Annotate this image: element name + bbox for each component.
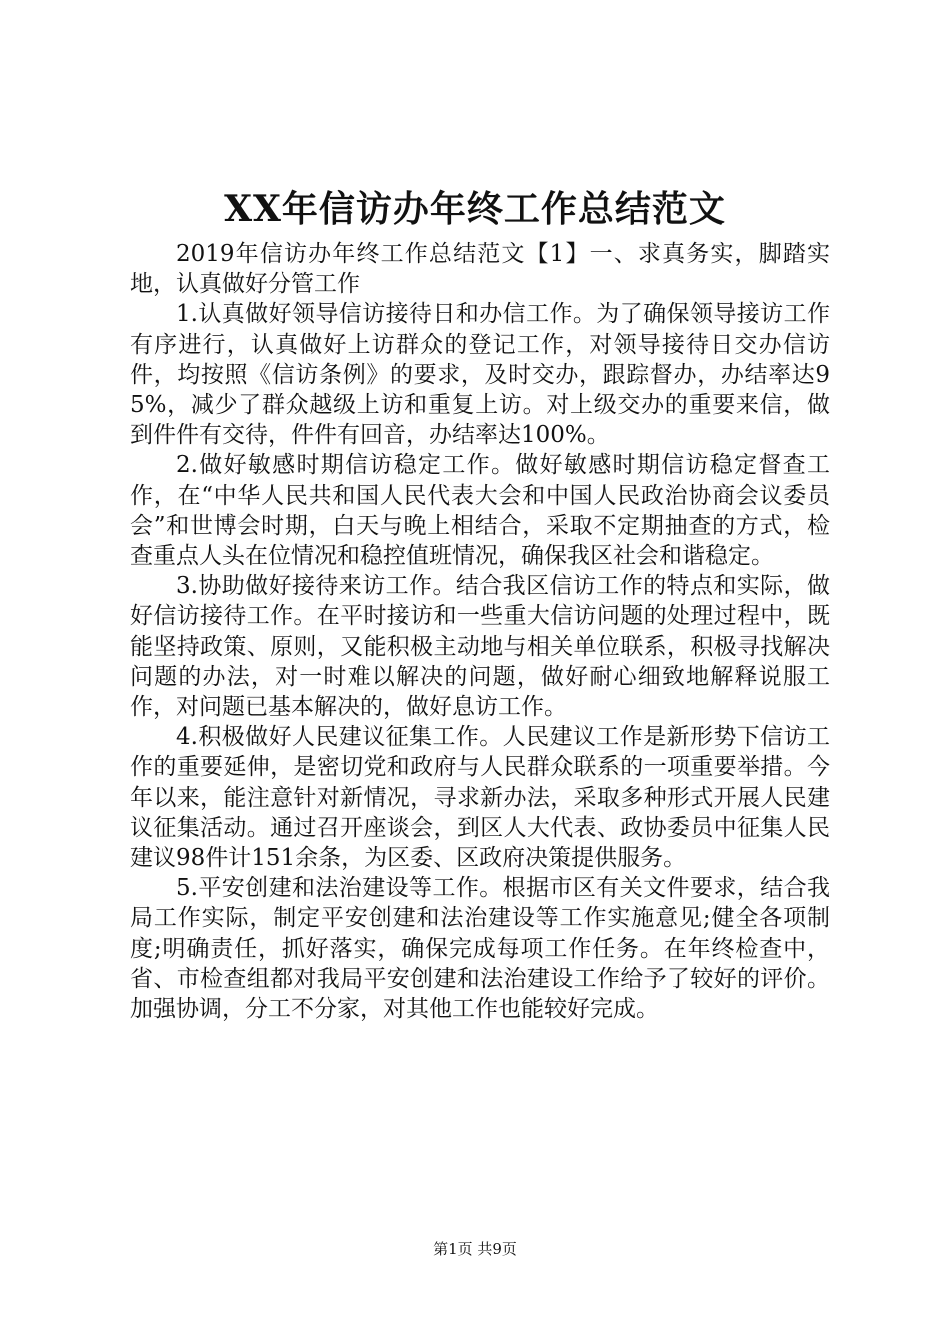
paragraph-item-3: 3.协助做好接待来访工作。结合我区信访工作的特点和实际，做好信访接待工作。在平时接访和一些重大信访问题的处理过程中，既能坚持政策、原则，又能积极主动地与相关单位联系，积极寻找解决问题的办法，对一时难以解决的问题，做好耐心细致地解释说服工作，对问题已基本解决的，做好息访工作。: [130, 573, 830, 721]
paragraph-intro: 2019年信访办年终工作总结范文【1】一、求真务实，脚踏实地，认真做好分管工作: [130, 241, 830, 298]
document-body: [130, 239, 830, 1024]
paragraph-item-2: 2.做好敏感时期信访稳定工作。做好敏感时期信访稳定督查工作，在“中华人民共和国人民代表大会和中国人民政治协商会议委员会”和世博会时期，白天与晚上相结合，采取不定期抽查的方式，检查重点人头在位情况和稳控值班情况，确保我区社会和谐稳定。: [130, 452, 830, 570]
paragraph-item-5: 5.平安创建和法治建设等工作。根据市区有关文件要求，结合我局工作实际，制定平安创建和法治建设等工作实施意见;健全各项制度;明确责任，抓好落实，确保完成每项工作任务。在年终检查中，省、市检查组都对我局平安创建和法治建设工作给予了较好的评价。加强协调，分工不分家，对其他工作也能较好完成。: [130, 875, 830, 1023]
paragraph-item-1: 1.认真做好领导信访接待日和办信工作。为了确保领导接访工作有序进行，认真做好上访群众的登记工作，对领导接待日交办信访件，均按照《信访条例》的要求，及时交办，跟踪督办，办结率达95%，减少了群众越级上访和重复上访。对上级交办的重要来信，做到件件有交待，件件有回音，办结率达100%。: [130, 301, 830, 449]
paragraph-item-4: 4.积极做好人民建议征集工作。人民建议工作是新形势下信访工作的重要延伸，是密切党和政府与人民群众联系的一项重要举措。今年以来，能注意针对新情况，寻求新办法，采取多种形式开展人民建议征集活动。通过召开座谈会，到区人大代表、政协委员中征集人民建议98件计151余条，为区委、区政府决策提供服务。: [130, 724, 830, 872]
document-title: XX年信访办年终工作总结范文: [224, 188, 726, 230]
page-number-footer: 第1页 共9页: [433, 1240, 517, 1258]
